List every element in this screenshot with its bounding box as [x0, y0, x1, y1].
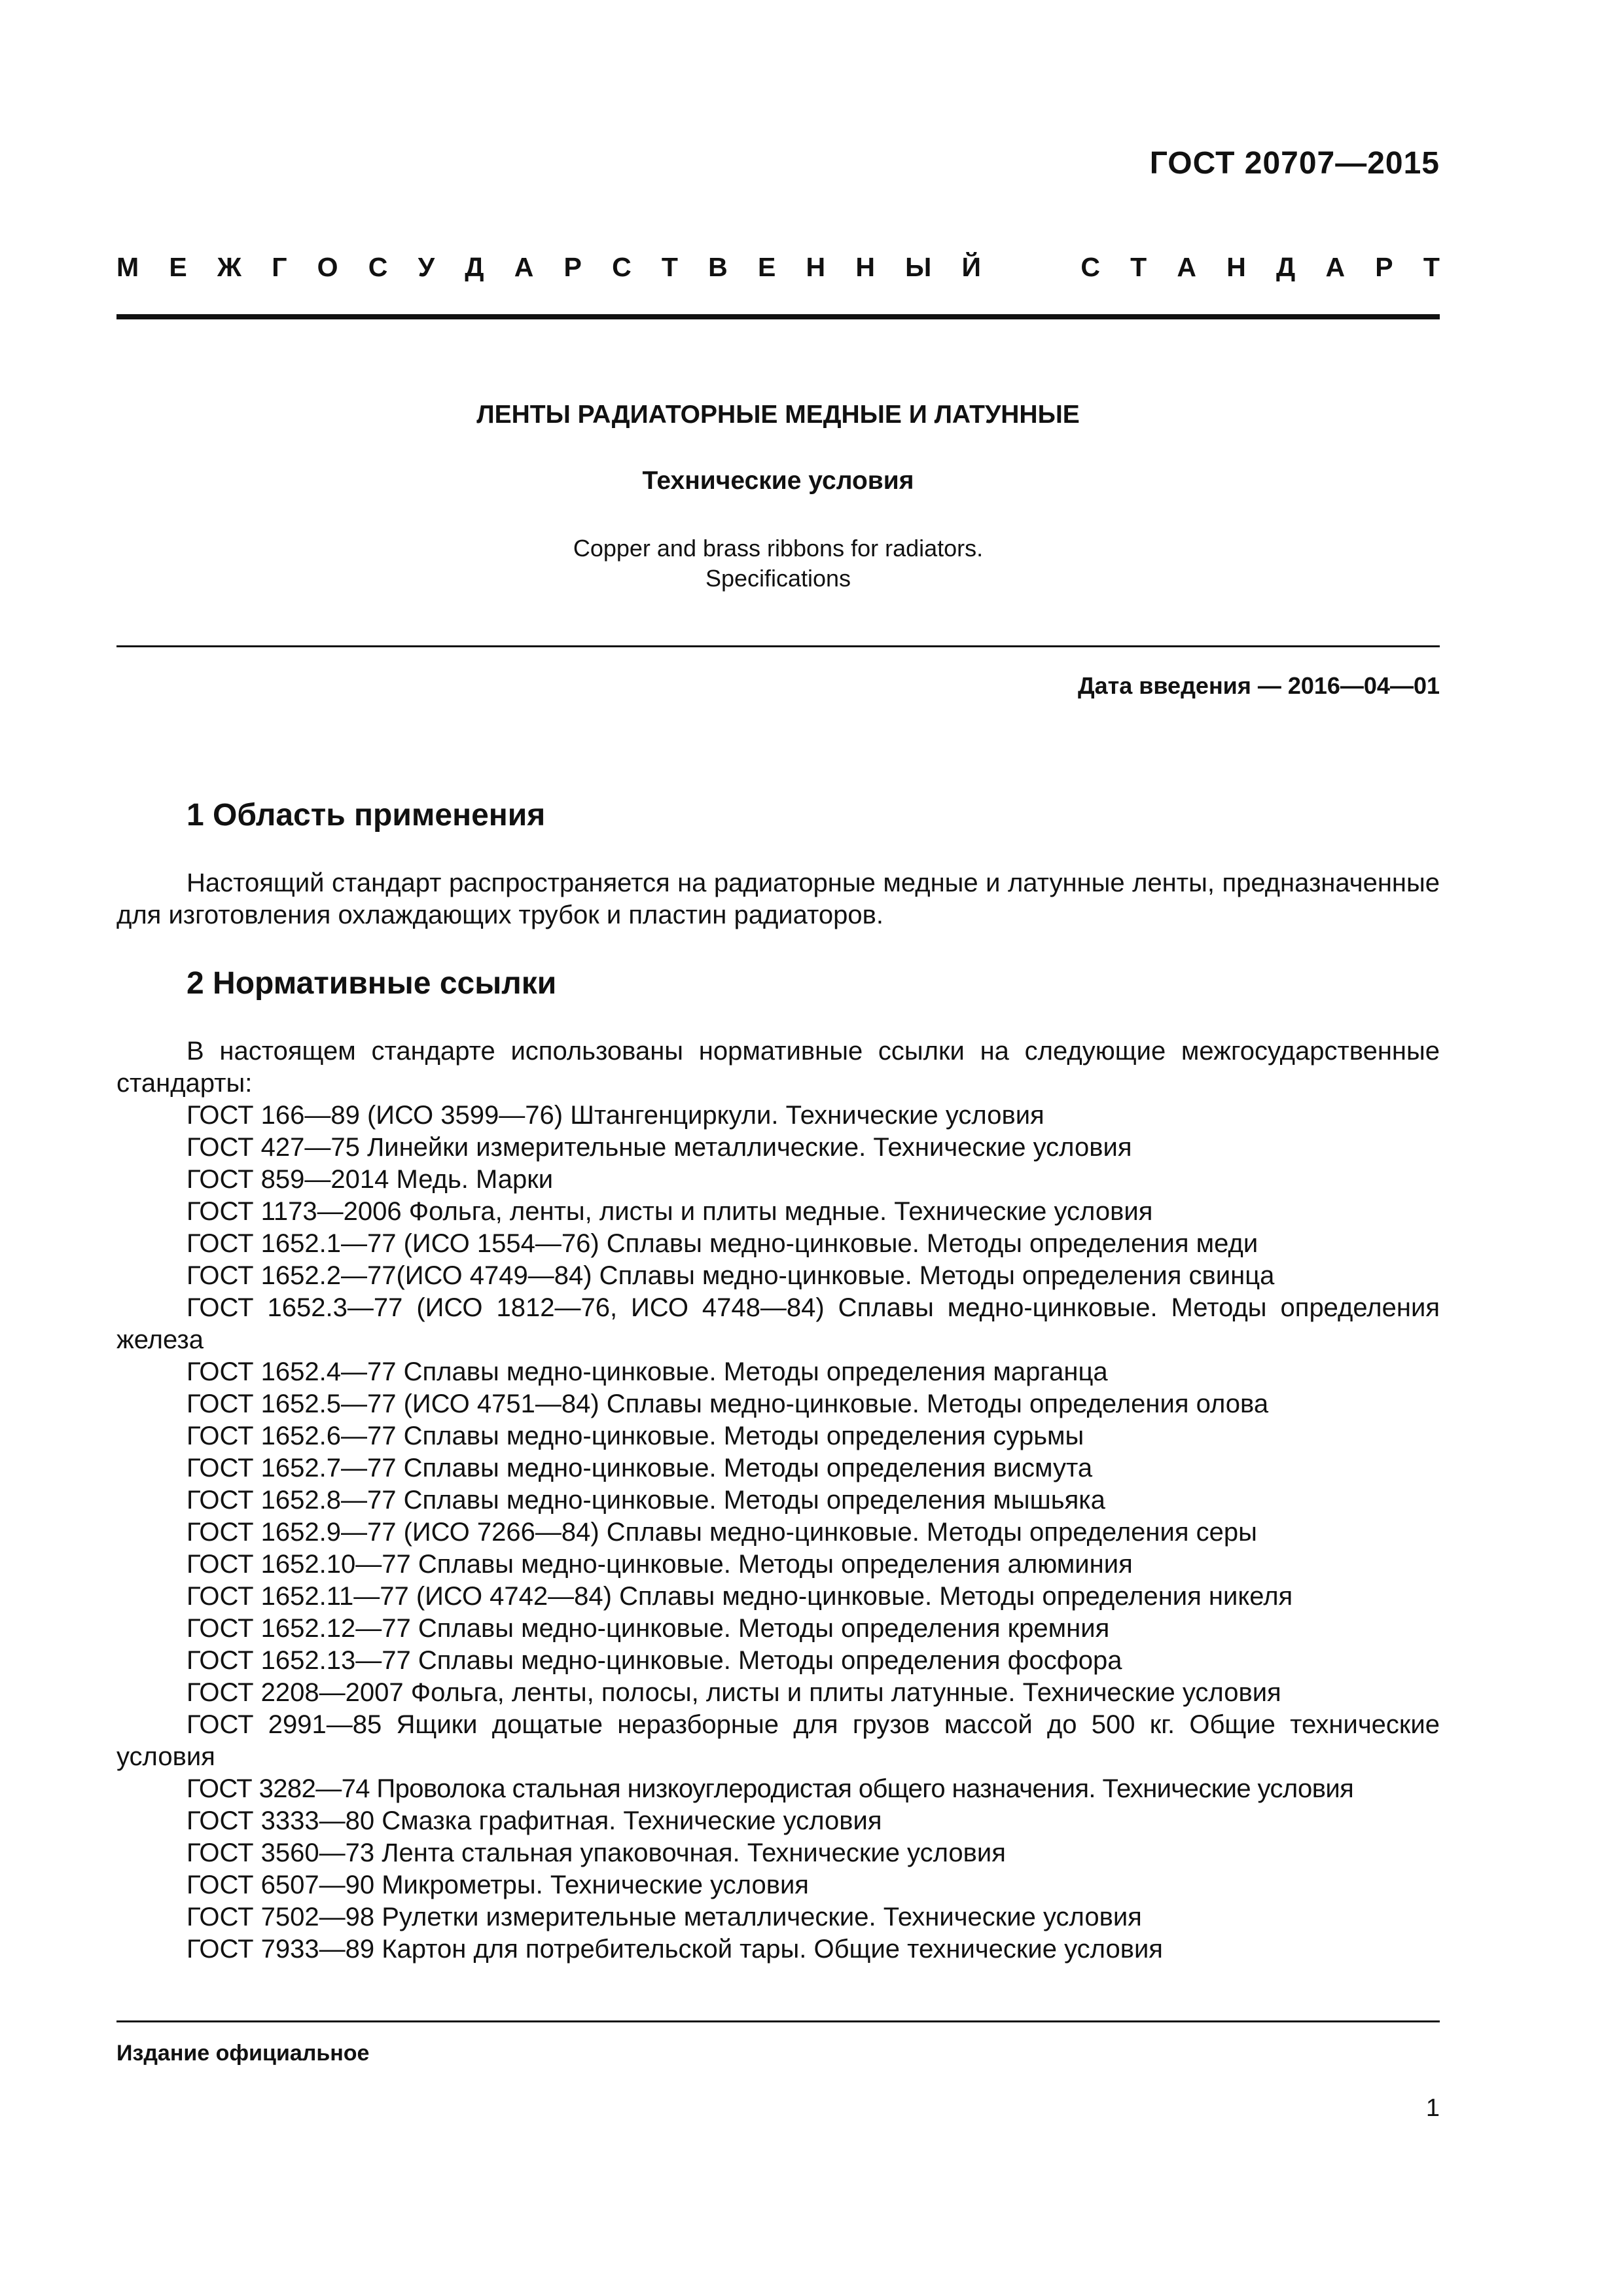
reference-item: ГОСТ 1652.2—77(ИСО 4749—84) Сплавы медно-цинковые. Методы определения свинца [187, 1261, 1275, 1290]
banner-letter: А [1325, 252, 1346, 282]
reference-item: ГОСТ 859—2014 Медь. Марки [187, 1165, 554, 1194]
banner-letter: У [418, 252, 435, 282]
banner-letter: Е [169, 252, 187, 282]
reference-item: ГОСТ 1652.11—77 (ИСО 4742—84) Сплавы медно-цинковые. Методы определения никеля [187, 1582, 1293, 1611]
banner-word-gap [1011, 252, 1050, 283]
reference-item: ГОСТ 1652.12—77 Сплавы медно-цинковые. Методы определения кремния [187, 1614, 1110, 1643]
banner-letter: Н [1226, 252, 1246, 282]
reference-item: ГОСТ 1652.1—77 (ИСО 1554—76) Сплавы медно-цинковые. Методы определения меди [187, 1229, 1258, 1258]
reference-item: ГОСТ 1652.7—77 Сплавы медно-цинковые. Методы определения висмута [187, 1454, 1093, 1482]
banner-letter: Н [806, 252, 826, 282]
banner-letter: О [317, 252, 338, 282]
section-2-heading: 2 Нормативные ссылки [187, 966, 557, 1001]
page-number: 1 [1425, 2094, 1440, 2122]
banner-letter: Т [661, 252, 678, 282]
document-code: ГОСТ 20707—2015 [1149, 146, 1440, 181]
interstate-standard-banner [116, 252, 1440, 283]
banner-letter: В [708, 252, 728, 282]
reference-item: ГОСТ 1652.5—77 (ИСО 4751—84) Сплавы медно-цинковые. Методы определения олова [187, 1390, 1269, 1418]
reference-item: ГОСТ 1652.8—77 Сплавы медно-цинковые. Методы определения мышьяка [187, 1486, 1105, 1515]
banner-letter: Т [1423, 252, 1440, 282]
banner-letter: Ы [905, 252, 932, 282]
banner-letter: А [1177, 252, 1197, 282]
banner-letter: С [612, 252, 632, 282]
bottom-rule [116, 2020, 1440, 2022]
english-title-line-1: Copper and brass ribbons for radiators. [573, 535, 984, 562]
banner-letter: Ж [217, 252, 241, 282]
banner-letter: А [514, 252, 534, 282]
banner-letter: Р [563, 252, 582, 282]
reference-item: ГОСТ 2991—85 Ящики дощатые неразборные для грузов массой до 500 кг. Общие технические условия [116, 1710, 1440, 1771]
banner-letter: Г [272, 252, 287, 282]
section-1-heading: 1 Область применения [187, 798, 546, 833]
reference-item: ГОСТ 1652.10—77 Сплавы медно-цинковые. Методы определения алюминия [187, 1550, 1133, 1579]
banner-letter: Н [855, 252, 875, 282]
reference-item: ГОСТ 1652.3—77 (ИСО 1812—76, ИСО 4748—84) Сплавы медно-цинковые. Методы определения железа [116, 1293, 1440, 1354]
reference-item: ГОСТ 1173—2006 Фольга, ленты, листы и плиты медные. Технические условия [187, 1197, 1153, 1226]
english-title-line-2: Specifications [705, 565, 851, 592]
banner-letter: Й [961, 252, 981, 282]
banner-letter: Е [757, 252, 776, 282]
introduction-date: Дата введения — 2016—04—01 [1077, 672, 1440, 699]
official-edition-label: Издание официальное [116, 2041, 370, 2066]
reference-item: ГОСТ 6507—90 Микрометры. Технические условия [187, 1871, 809, 1899]
reference-item: ГОСТ 2208—2007 Фольга, ленты, полосы, листы и плиты латунные. Технические условия [187, 1678, 1281, 1707]
banner-letter: Д [1276, 252, 1296, 282]
reference-item: ГОСТ 1652.9—77 (ИСО 7266—84) Сплавы медно-цинковые. Методы определения серы [187, 1518, 1257, 1547]
reference-item: ГОСТ 427—75 Линейки измерительные металлические. Технические условия [187, 1133, 1132, 1162]
reference-item: ГОСТ 3282—74 Проволока стальная низкоуглеродистая общего назначения. Технические условия [187, 1774, 1354, 1803]
reference-item: ГОСТ 1652.13—77 Сплавы медно-цинковые. Методы определения фосфора [187, 1646, 1122, 1675]
document-title: ЛЕНТЫ РАДИАТОРНЫЕ МЕДНЫЕ И ЛАТУННЫЕ [476, 401, 1080, 429]
reference-item: ГОСТ 166—89 (ИСО 3599—76) Штангенциркули. Технические условия [187, 1101, 1044, 1130]
normative-references-list [116, 1100, 1440, 1965]
reference-item: ГОСТ 7933—89 Картон для потребительской тары. Общие технические условия [187, 1935, 1163, 1964]
document-subtitle: Технические условия [642, 467, 914, 495]
banner-letter: С [368, 252, 388, 282]
banner-letter: Т [1130, 252, 1147, 282]
section-1-text: Настоящий стандарт распространяется на радиаторные медные и латунные ленты, предназначенные для изготовления охлаждающих трубок и пластин радиаторов. [116, 869, 1440, 929]
reference-item: ГОСТ 3333—80 Смазка графитная. Технические условия [187, 1806, 882, 1835]
reference-item: ГОСТ 1652.4—77 Сплавы медно-цинковые. Методы определения марганца [187, 1357, 1108, 1386]
english-title [116, 533, 1440, 594]
reference-item: ГОСТ 1652.6—77 Сплавы медно-цинковые. Методы определения сурьмы [187, 1422, 1084, 1450]
banner-letter: С [1080, 252, 1100, 282]
reference-item: ГОСТ 3560—73 Лента стальная упаковочная. Технические условия [187, 1839, 1006, 1867]
middle-rule [116, 645, 1440, 647]
banner-letter: Р [1375, 252, 1393, 282]
reference-item: ГОСТ 7502—98 Рулетки измерительные металлические. Технические условия [187, 1903, 1142, 1931]
banner-letter: Д [465, 252, 484, 282]
section-2-text: В настоящем стандарте использованы нормативные ссылки на следующие межгосударственные стандарты: [116, 1037, 1440, 1098]
top-rule [116, 314, 1440, 319]
banner-letter: М [116, 252, 139, 282]
